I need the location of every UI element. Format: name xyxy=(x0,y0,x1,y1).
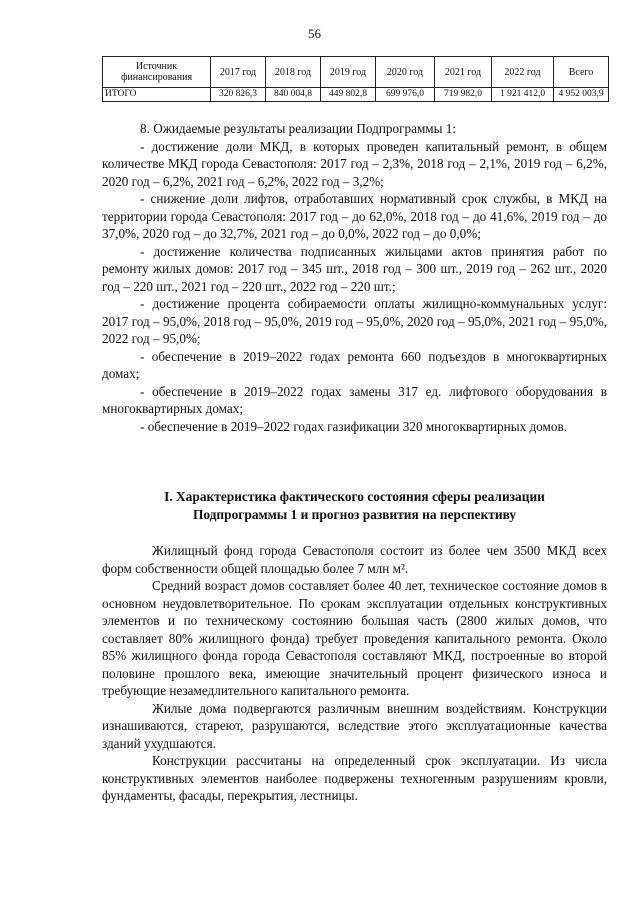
table-header-cell: Всего xyxy=(554,57,609,88)
list-item: - достижение доли МКД, в которых проведен капитальный ремонт, в общем количестве МКД города Севастополя: 2017 год – 2,3%, 2018 год – 2,1%, 2019 год – 6,2%, 2020 год – 6,2%, 2021 год – 6,2%, 2022 год – 3,2%; xyxy=(102,138,607,189)
table-cell: 449 802,8 xyxy=(321,88,376,102)
table-header-cell: 2022 год xyxy=(492,57,554,88)
list-item: - обеспечение в 2019–2022 годах ремонта 660 подъездов в многоквартирных домах; xyxy=(102,348,607,381)
financing-table xyxy=(102,56,609,102)
table-header-cell: 2017 год xyxy=(211,57,266,88)
paragraph: Конструкции рассчитаны на определенный срок эксплуатации. Из числа конструктивных элементов наиболее подвержены техногенным разрушениям кровли, фундаменты, фасады, перекрытия, лестницы. xyxy=(102,753,607,803)
table-header-cell: 2018 год xyxy=(266,57,321,88)
table-cell: 1 921 412,0 xyxy=(492,88,554,102)
table-cell: 699 976,0 xyxy=(376,88,435,102)
section-heading-line: I. Характеристика фактического состояния сферы реализации xyxy=(164,489,545,504)
paragraph: Жилищный фонд города Севастополя состоит из более чем 3500 МКД всех форм собственности общей площадью более 7 млн м². xyxy=(102,543,607,576)
list-item: - обеспечение в 2019–2022 годах газификации 320 многоквартирных домов. xyxy=(140,418,567,434)
section-8-title: 8. Ожидаемые результаты реализации Подпрограммы 1: xyxy=(140,121,457,136)
paragraph: Жилые дома подвергаются различным внешним воздействиям. Конструкции изнашиваются, стареют, разрушаются, вследствие этого эксплуатационные качества зданий ухудшаются. xyxy=(102,700,607,751)
list-item: - достижение процента собираемости оплаты жилищно-коммунальных услуг: 2017 год – 95,0%, 2018 год – 95,0%, 2019 год – 95,0%, 2020 год – 95,0%, 2021 год – 95,0%, 2022 год – 95,0%; xyxy=(102,296,607,346)
section-heading-line: Подпрограммы 1 и прогноз развития на перспективу xyxy=(192,507,517,522)
list-item: - достижение количества подписанных жильцами актов принятия работ по ремонту жилых домов: 2017 год – 345 шт., 2018 год – 300 шт., 2019 год – 262 шт., 2020 год – 220 шт., 2021 год – 220 шт., 2022 год – 220 шт.; xyxy=(102,243,607,294)
table-row xyxy=(103,88,609,102)
table-header-cell: 2020 год xyxy=(376,57,435,88)
table-cell: ИТОГО xyxy=(103,88,211,102)
paragraph: Средний возраст домов составляет более 40 лет, техническое состояние домов в основном неудовлетворительное. По срокам эксплуатации отдельных конструктивных элементов и по техническому состоянию большая часть (2800 жилых домов, что составляет 80% жилищного фонда) требует проведения капитального ремонта. Около 85% жилищного фонда города Севастополя составляют МКД, построенные во второй половине прошлого века, имеющие значительный процент физического износа и требующие незамедлительного капитального ремонта. xyxy=(102,578,607,698)
section-8 xyxy=(102,120,607,435)
table-cell: 719 982,0 xyxy=(435,88,492,102)
table-cell: 320 826,3 xyxy=(211,88,266,102)
table-cell: 4 952 003,9 xyxy=(554,88,609,102)
table-header-cell: Источник финансирования xyxy=(103,57,211,88)
table-header-cell: 2019 год xyxy=(321,57,376,88)
page-number: 56 xyxy=(308,26,321,41)
section-heading xyxy=(102,488,607,524)
table-header-row xyxy=(103,57,609,88)
list-item: - обеспечение в 2019–2022 годах замены 317 ед. лифтового оборудования в многоквартирных домах; xyxy=(102,383,607,416)
section-1-body xyxy=(102,542,607,805)
table-cell: 840 004,8 xyxy=(266,88,321,102)
list-item: - снижение доли лифтов, отработавших нормативный срок службы, в МКД на территории города Севастополя: 2017 год – до 62,0%, 2018 год – до 41,6%, 2019 год – до 37,0%, 2020 год – до 32,7%, 2021 год – до 0,0%, 2022 год – до 0,0%; xyxy=(102,191,607,241)
table-header-cell: 2021 год xyxy=(435,57,492,88)
